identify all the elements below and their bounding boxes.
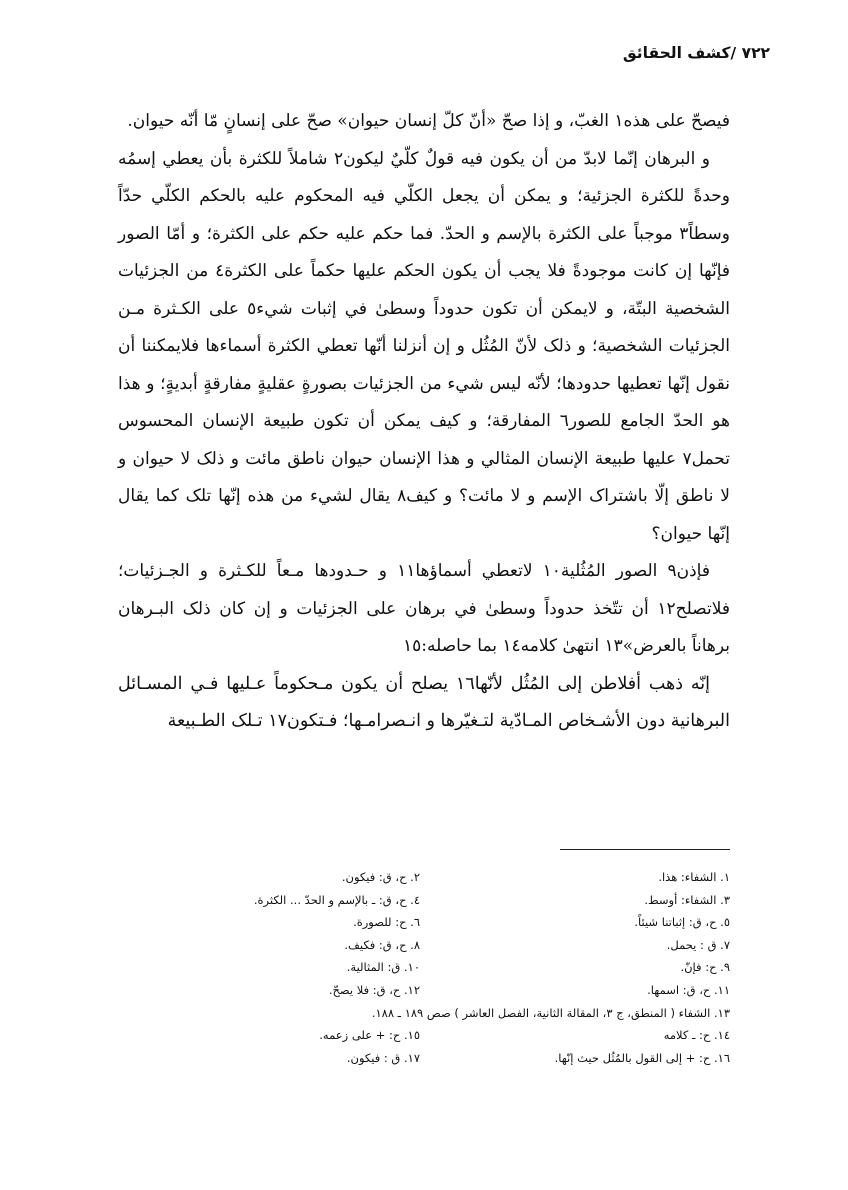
footnote: ٩. ح: فإنّ. [680, 960, 730, 975]
footnote: ١٠. ق: المثالية. [346, 960, 420, 975]
footnote: ٢. ح، ق: فيكون. [341, 870, 420, 884]
main-text [118, 103, 730, 741]
paragraph: فإذن٩ الصور المُثُلية١٠ لاتعطي أسماؤها١١ و حـدودها مـعاً للكـثرة و الجـزئيات؛ فلاتصلح١٢ أن تتّخذ حدوداً وسطىٰ في برهان على الجزئيات و إن كان ذلک البـرهان برهاناً بالعرض»١٣ انتهىٰ كلامه١٤ بما حاصله:١٥ [118, 561, 730, 656]
footnote: ١٦. ح: + إلى القول بالمُثُل حيث إنّها. [554, 1050, 730, 1065]
footnote: ٤. ح، ق: ـ بالإسم و الحدّ ... الكثرة. [253, 892, 420, 907]
running-head: ٧٢٢ /كشف الحقائق [622, 44, 770, 62]
footnote: ١٣. الشفاء ( المنطق، ج ٣، المقالة الثانية، الفصل العاشر ) صص ١٨٩ ـ ١٨٨. [371, 1005, 730, 1020]
footnote: ١٢. ح، ق: فلا يصحّ. [328, 982, 420, 997]
footnote: ٦. ح: للصورة. [353, 915, 420, 930]
footnote: ٣. الشفاء: أوسط. [644, 892, 730, 907]
footnote: ١٥. ح: + على زعمه. [319, 1028, 420, 1043]
footnote: ٥. ح، ق: إثباتنا شيئاً. [634, 915, 730, 930]
footnote: ١٤. ح: ـ كلامه [663, 1028, 730, 1043]
footnote: ٨. ح، ق: فكيف. [344, 937, 420, 952]
footnotes [118, 866, 730, 1069]
footnote: ١١. ح، ق: اسمها. [647, 982, 730, 997]
footnote-separator [560, 849, 730, 850]
paragraph: و البرهان إنّما لابدّ من أن يكون فيه قولٌ كلّيٌ ليكون٢ شاملاً للكثرة بأن يعطي إسمُه وحدةً للكثرة الجزئية؛ و يمكن أن يجعل الكلّي فيه المحكوم عليه بالحكم الكلّي حدّاً وسطاً٣ موجباً على الكثرة بالإسم و الحدّ. فما حكم عليه حكم على الكثرة؛ و أمّا الصور فإنّها إن كانت موجودةً فلا يجب أن يكون الحكم عليها حكماً على الكثرة٤ من الجزئيات الشخصية البتّة، و لايمكن أن تكون حدوداً وسطىٰ في إثبات شيء٥ على الكـثرة مـن الجزئيات الشخصية؛ و ذلک لأنّ المُثُل و إن أنزلنا أنّها تعطي الكثرة أسماءها فلايمكننا أن نقول إنّها تعطيها حدودها؛ لأنّه ليس شيء من الجزئيات بصورةٍ عقليةٍ مفارقةٍ أبديةٍ؛ و هذا هو الحدّ الجامع للصور٦ المفارقة؛ و كيف يمكن أن تكون طبيعة الإنسان المحسوس تحمل٧ عليها طبيعة الإنسان المثالي و هذا الإنسان حيوان ناطق مائت و ذلک لا حيوان و لا ناطق إلّا باشتراک الإسم و لا مائت؟ و كيف٨ يقال لشيء من هذه إنّها تلک كما يقال إنّها حيوان؟ [118, 148, 731, 544]
paragraph: فيصحّ على هذه١ الغبّ، و إذا صحّ «أنّ كلّ إنسان حيوان» صحّ على إنسانٍ مّا أنّه حيوان. [127, 111, 730, 131]
footnote: ٧. ق : يحمل. [666, 937, 730, 952]
footnote: ١. الشفاء: هذا. [658, 870, 730, 884]
footnote: ١٧. ق : فيكون. [346, 1050, 420, 1065]
paragraph: إنّه ذهب أفلاطن إلى المُثُل لأنّها١٦ يصلح أن يكون مـحكوماً عـليها فـي المسـائل البرهانية دون الأشـخاص المـادّية لتـغيّرها و انـصرامـها؛ فـتكون١٧ تـلک الطـبيعة [118, 673, 730, 731]
